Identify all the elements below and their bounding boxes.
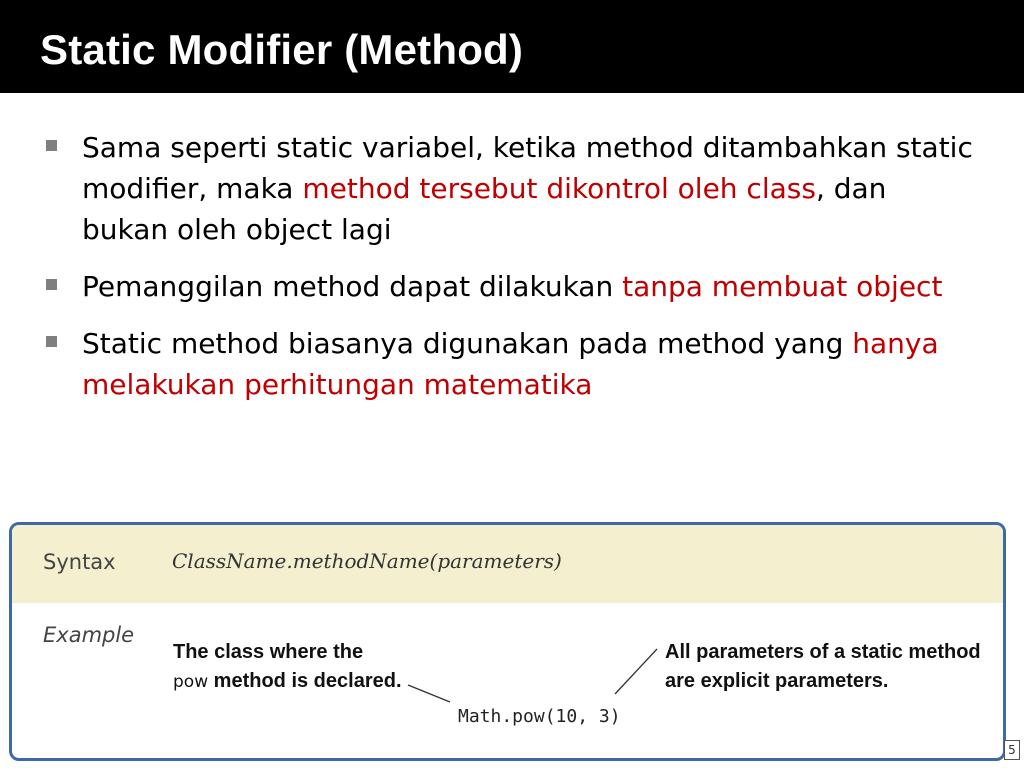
code-example: Math.pow(10, 3) (458, 706, 621, 727)
bullet-highlight: method tersebut dikontrol oleh class (302, 172, 816, 205)
leader-lines (12, 525, 1003, 758)
title-bar (0, 0, 1024, 93)
syntax-box (9, 522, 1006, 761)
square-bullet-icon (46, 336, 57, 347)
example-label: Example (43, 623, 135, 647)
note-text: method is declared. (208, 670, 402, 692)
note-line: All parameters of a static method (665, 641, 981, 663)
bullet-highlight: hanya melakukan perhitungan matematika (82, 327, 939, 401)
bullet-text: Sama seperti static variabel, ketika method ditambahkan static modifier, maka (82, 131, 973, 205)
bullet-highlight: tanpa membuat object (622, 270, 943, 303)
leader-line-parameters (615, 649, 657, 694)
bullet-item (44, 127, 974, 250)
square-bullet-icon (46, 279, 57, 290)
slide-title: Static Modifier (Method) (40, 26, 524, 73)
bullet-text: Static method biasanya digunakan pada method yang (82, 327, 853, 360)
bullet-text: Pemanggilan method dapat dilakukan (82, 270, 623, 303)
note-line: The class where the (173, 641, 364, 663)
bullet-item (44, 323, 974, 405)
page-number: 5 (1004, 740, 1020, 760)
note-line: are explicit parameters. (665, 670, 889, 692)
bullet-list (44, 127, 974, 421)
bullet-item (44, 266, 974, 307)
syntax-code: ClassName.methodName(parameters) (172, 549, 562, 573)
bullet-text: , dan bukan oleh object lagi (82, 172, 887, 246)
syntax-label: Syntax (43, 550, 116, 574)
leader-line-class (408, 685, 450, 702)
pow-word: pow (173, 672, 209, 692)
square-bullet-icon (46, 140, 57, 151)
